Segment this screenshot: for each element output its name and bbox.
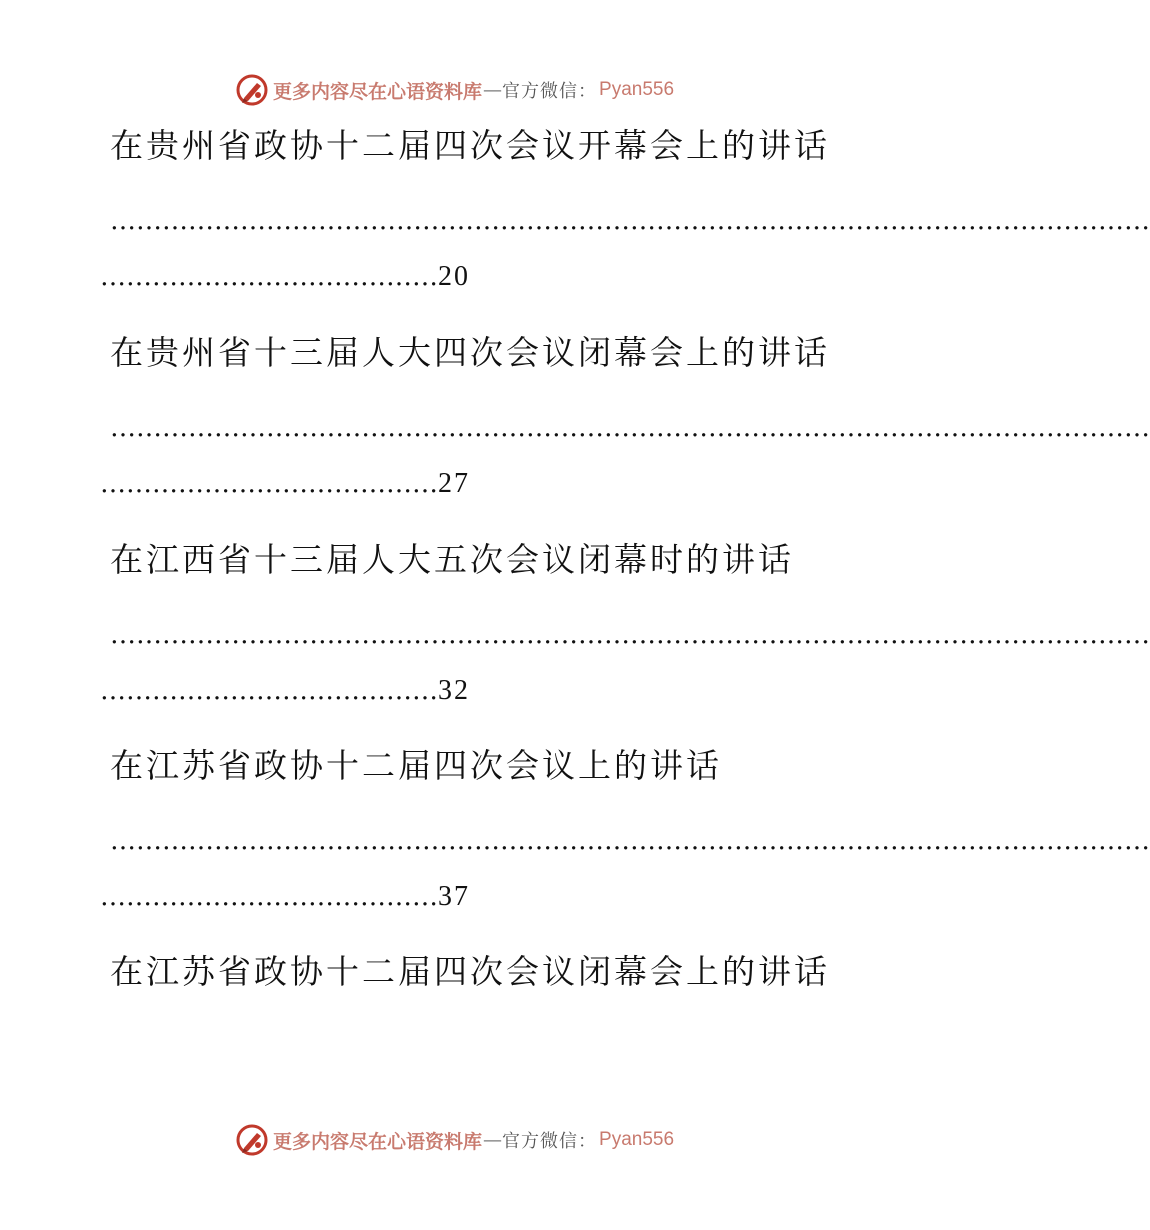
banner-separator: — [483, 1129, 503, 1151]
toc-leader-tail: ………………………………… [100, 262, 438, 292]
toc-page-number[interactable]: 32 [438, 675, 470, 706]
toc-page-number[interactable]: 27 [438, 468, 470, 499]
toc-entry-title[interactable]: 在江西省十三届人大五次会议闭幕时的讲话 [110, 540, 794, 579]
toc-leader-line: ………………………………………………………………………………………………………… [110, 620, 1150, 650]
toc-entry-title[interactable]: 在江苏省政协十二届四次会议闭幕会上的讲话 [110, 952, 830, 991]
toc-leader-tail: ………………………………… [100, 676, 438, 706]
banner-wechat-label: 官方微信： [502, 81, 598, 102]
toc-entry-title[interactable]: 在贵州省十三届人大四次会议闭幕会上的讲话 [110, 333, 830, 372]
banner-wechat-label: 官方微信： [502, 1131, 598, 1152]
pen-logo-icon [235, 1123, 269, 1157]
toc-leader-tail: ………………………………… [100, 882, 438, 912]
banner-wechat-handle: Pyan556 [599, 1129, 675, 1150]
toc-leader-line: ………………………………………………………………………………………………………… [110, 413, 1150, 443]
toc-leader-end [100, 676, 470, 706]
toc-page-number[interactable]: 37 [438, 881, 470, 912]
banner-wechat-handle: Pyan556 [599, 79, 675, 100]
toc-entry-title[interactable]: 在贵州省政协十二届四次会议开幕会上的讲话 [110, 126, 830, 165]
watermark-banner-bottom [235, 1122, 674, 1158]
banner-separator: — [483, 79, 503, 101]
toc-leader-end [100, 882, 470, 912]
toc-leader-line: ………………………………………………………………………………………………………… [110, 206, 1150, 236]
toc-leader-end [100, 469, 470, 499]
toc-page-number[interactable]: 20 [438, 261, 470, 292]
toc-entry-title[interactable]: 在江苏省政协十二届四次会议上的讲话 [110, 746, 722, 785]
toc-leader-line: ………………………………………………………………………………………………………… [110, 826, 1150, 856]
toc-leader-end [100, 262, 470, 292]
banner-main-text: 更多内容尽在心语资料库 [273, 80, 483, 103]
banner-main-text: 更多内容尽在心语资料库 [273, 1130, 483, 1153]
toc-leader-tail: ………………………………… [100, 469, 438, 499]
